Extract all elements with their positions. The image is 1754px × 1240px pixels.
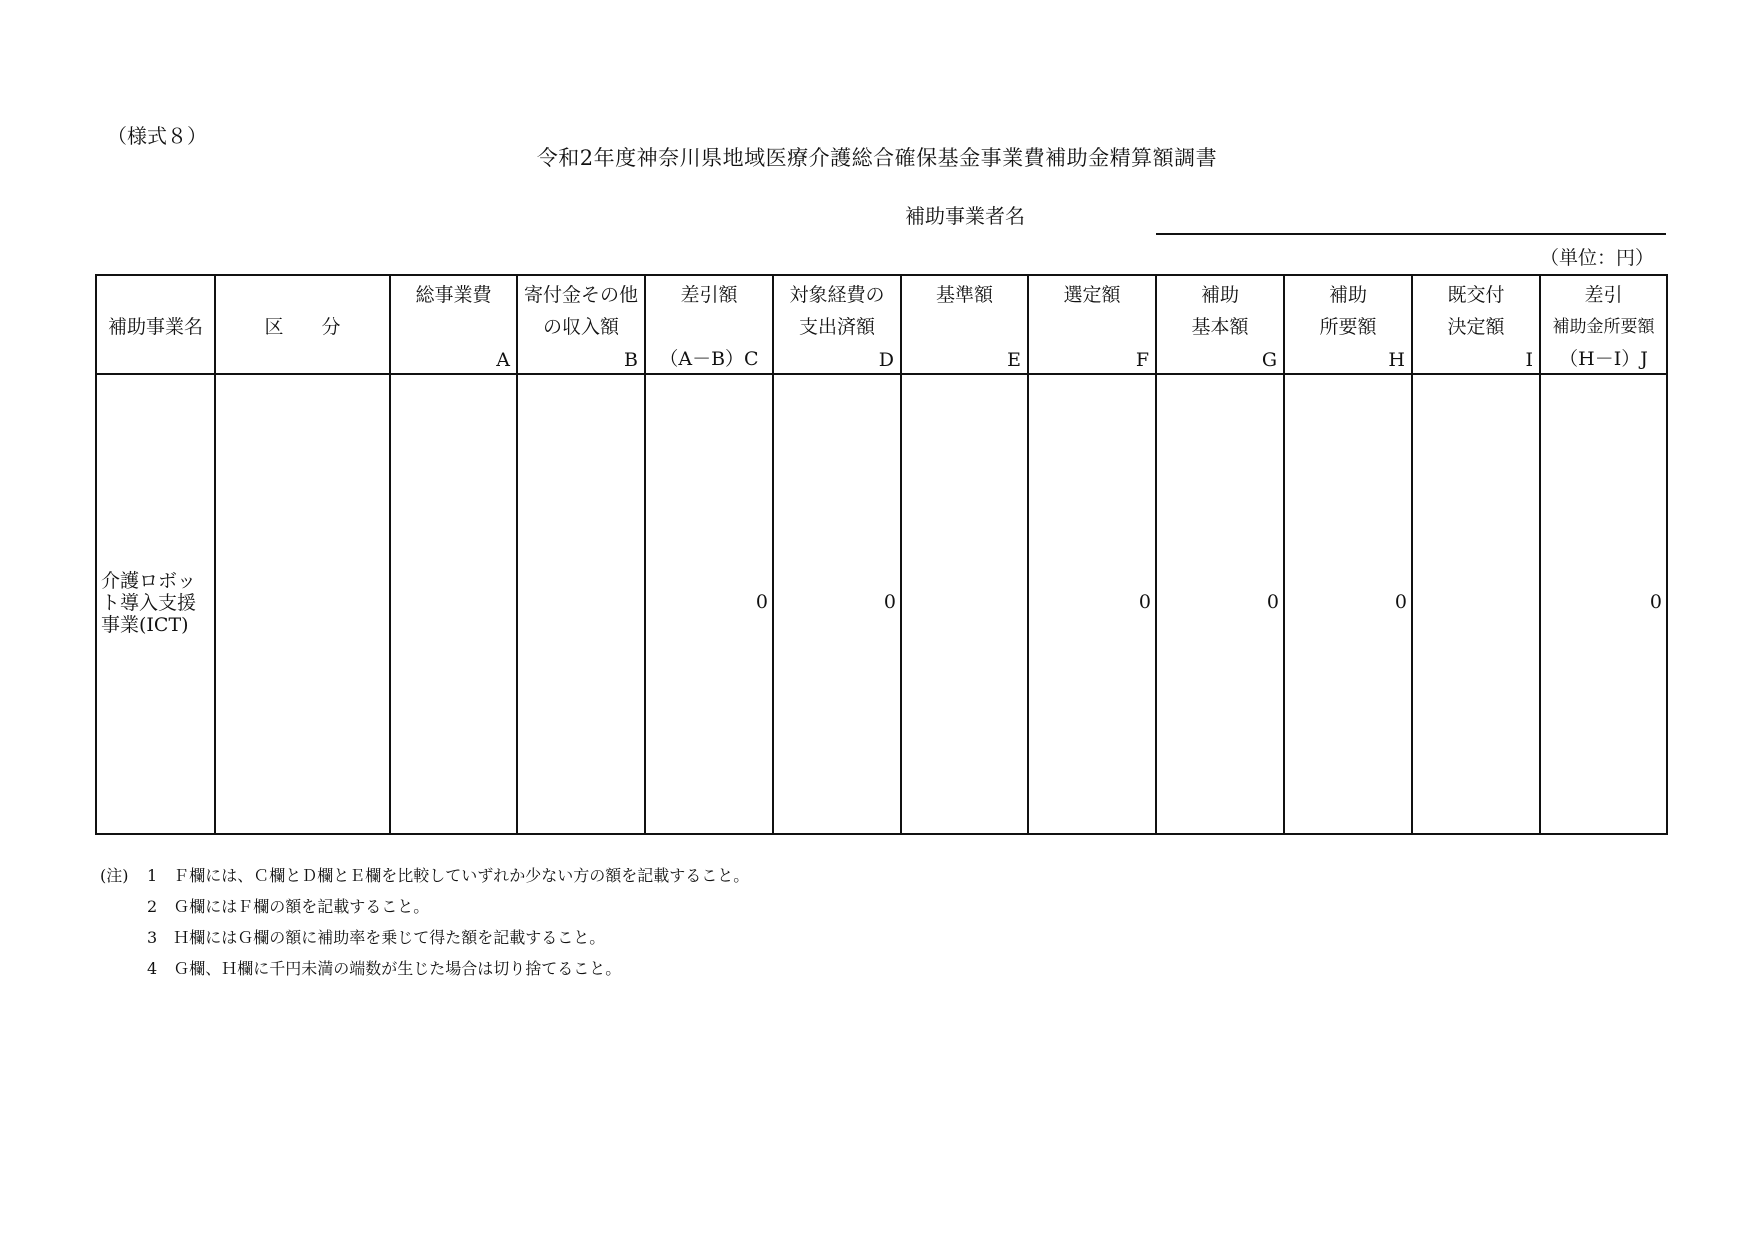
header-f xyxy=(1028,275,1156,374)
header-a-label: 総事業費 xyxy=(415,284,492,306)
applicant-name-label: 補助事業者名 xyxy=(905,204,1025,228)
applicant-name-line xyxy=(1156,233,1666,235)
header-i xyxy=(1412,275,1540,374)
cell-kubun xyxy=(215,374,390,834)
project-name: 介護ロボット導入支援事業(ICT) xyxy=(101,570,197,636)
header-b-label-1: 寄付金その他 xyxy=(523,284,638,306)
header-kubun-label: 区 分 xyxy=(264,316,341,338)
header-b-label-2: の収入額 xyxy=(542,316,619,338)
header-c xyxy=(645,275,773,374)
cell-g xyxy=(1156,374,1284,834)
note-4 xyxy=(100,953,749,984)
header-e-letter: E xyxy=(1007,349,1021,371)
value-c: 0 xyxy=(755,591,768,613)
header-j-label-1: 差引 xyxy=(1584,284,1623,306)
cell-f xyxy=(1028,374,1156,834)
document-title: 令和2年度神奈川県地域医療介護総合確保基金事業費補助金精算額調書 xyxy=(536,146,1218,170)
header-e xyxy=(901,275,1028,374)
header-e-label: 基準額 xyxy=(935,284,993,306)
header-i-label-1: 既交付 xyxy=(1447,284,1505,306)
note-1-num: 1 xyxy=(147,866,158,885)
header-f-letter: F xyxy=(1135,349,1149,371)
header-kubun xyxy=(215,275,390,374)
cell-name xyxy=(96,374,215,834)
cell-a xyxy=(390,374,517,834)
value-h: 0 xyxy=(1394,591,1407,613)
settlement-table xyxy=(95,274,1668,835)
note-4-text: Ｇ欄、Ｈ欄に千円未満の端数が生じた場合は切り捨てること。 xyxy=(173,959,622,978)
header-a xyxy=(390,275,517,374)
value-g: 0 xyxy=(1266,591,1279,613)
header-b-letter: B xyxy=(624,349,638,371)
header-g xyxy=(1156,275,1284,374)
note-1 xyxy=(100,860,749,891)
header-i-letter: I xyxy=(1525,349,1533,371)
header-name-label: 補助事業名 xyxy=(107,316,203,338)
header-h-label-2: 所要額 xyxy=(1319,316,1377,338)
header-g-label-1: 補助 xyxy=(1200,284,1239,306)
header-c-label: 差引額 xyxy=(680,284,738,306)
cell-c xyxy=(645,374,773,834)
cell-i xyxy=(1412,374,1540,834)
note-4-num: 4 xyxy=(147,959,158,978)
value-f: 0 xyxy=(1138,591,1151,613)
header-h-letter: H xyxy=(1388,349,1405,371)
value-d: 0 xyxy=(883,591,896,613)
note-1-text: Ｆ欄には、Ｃ欄とＤ欄とＥ欄を比較していずれか少ない方の額を記載すること。 xyxy=(173,866,750,885)
note-2-text: Ｇ欄にはＦ欄の額を記載すること。 xyxy=(173,897,430,916)
header-d xyxy=(773,275,901,374)
value-j: 0 xyxy=(1649,591,1662,613)
note-3-num: 3 xyxy=(147,928,158,947)
header-d-label-2: 支出済額 xyxy=(798,316,875,338)
table-row xyxy=(96,374,1667,834)
header-j-label-2: 補助金所要額 xyxy=(1552,317,1655,337)
note-3 xyxy=(100,922,749,953)
cell-j xyxy=(1540,374,1667,834)
cell-h xyxy=(1284,374,1412,834)
header-f-label: 選定額 xyxy=(1063,284,1121,306)
note-2-num: 2 xyxy=(147,897,158,916)
header-j-letter: （H－I）J xyxy=(1559,348,1648,370)
cell-d xyxy=(773,374,901,834)
header-g-label-2: 基本額 xyxy=(1191,316,1249,338)
note-2 xyxy=(100,891,749,922)
cell-b xyxy=(517,374,645,834)
header-d-label-1: 対象経費の xyxy=(789,284,885,306)
header-row xyxy=(96,275,1667,374)
header-i-label-2: 決定額 xyxy=(1447,316,1505,338)
header-j xyxy=(1540,275,1667,374)
header-b xyxy=(517,275,645,374)
notes xyxy=(100,860,749,984)
header-h xyxy=(1284,275,1412,374)
notes-prefix: (注) xyxy=(100,866,129,885)
header-g-letter: G xyxy=(1261,349,1277,371)
unit-label: （単位：円） xyxy=(1540,247,1655,269)
note-3-text: Ｈ欄にはＧ欄の額に補助率を乗じて得た額を記載すること。 xyxy=(173,928,606,947)
header-name xyxy=(96,275,215,374)
header-a-letter: A xyxy=(496,349,510,371)
header-d-letter: D xyxy=(878,349,894,371)
header-h-label-1: 補助 xyxy=(1328,284,1367,306)
cell-e xyxy=(901,374,1028,834)
form-number: （様式８） xyxy=(107,124,207,148)
header-c-letter: （A－B）C xyxy=(659,348,759,370)
